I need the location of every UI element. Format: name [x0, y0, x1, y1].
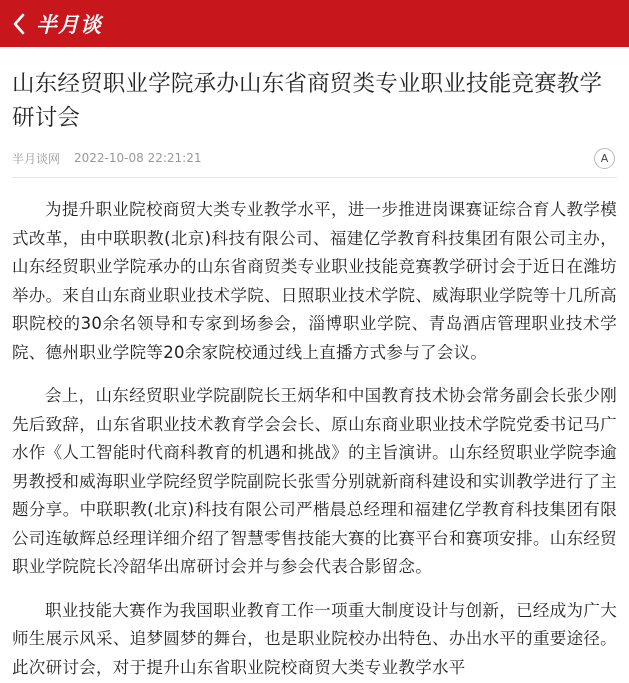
- article-datetime: 2022-10-08 22:21:21: [74, 151, 202, 165]
- article-meta: [12, 145, 617, 171]
- back-button[interactable]: [10, 10, 28, 38]
- brand-logo[interactable]: 半月谈: [36, 12, 102, 37]
- article: [0, 67, 629, 682]
- font-size-button[interactable]: [594, 148, 615, 169]
- article-paragraph: 会上，山东经贸职业学院副院长王炳华和中国教育技术协会常务副会长张少刚先后致辞，山东省职业技术教育学会会长、原山东商业职业技术学院党委书记马广水作《人工智能时代商科教育的机遇和挑战》的主旨演讲。山东经贸职业学院李逾男教授和威海职业学院经贸学院副院长张雪分别就新商科建设和实训教学进行了主题分享。中联职教(北京)科技有限公司严楷晨总经理和福建亿学教育科技集团有限公司连敏辉总经理详细介绍了智慧零售技能大赛的比赛平台和赛项安排。山东经贸职业学院院长冷韶华出席研讨会并与参会代表合影留念。: [12, 386, 617, 576]
- meta-divider: [12, 177, 617, 178]
- article-title: 山东经贸职业学院承办山东省商贸类专业职业技能竞赛教学研讨会: [12, 71, 603, 131]
- article-paragraph: 职业技能大赛作为我国职业教育工作一项重大制度设计与创新，已经成为广大师生展示风采、追梦圆梦的舞台，也是职业院校办出特色、办出水平的重要途径。此次研讨会，对于提升山东省职业院校商贸大类专业教学水平: [12, 600, 617, 677]
- top-bar: [0, 0, 629, 47]
- font-size-icon: A: [600, 151, 609, 165]
- chevron-left-icon: [12, 13, 26, 35]
- article-paragraph: 为提升职业院校商贸大类专业教学水平，进一步推进岗课赛证综合育人教学模式改革，由中联职教(北京)科技有限公司、福建亿学教育科技集团有限公司主办，山东经贸职业学院承办的山东省商贸类专业职业技能竞赛教学研讨会于近日在潍坊举办。来自山东商业职业技术学院、日照职业技术学院、威海职业学院等十几所高职院校的30余名领导和专家到场参会，淄博职业学院、青岛酒店管理职业技术学院、德州职业学院等20余家院校通过线上直播方式参与了会议。: [12, 200, 617, 362]
- article-source: 半月谈网: [12, 151, 61, 166]
